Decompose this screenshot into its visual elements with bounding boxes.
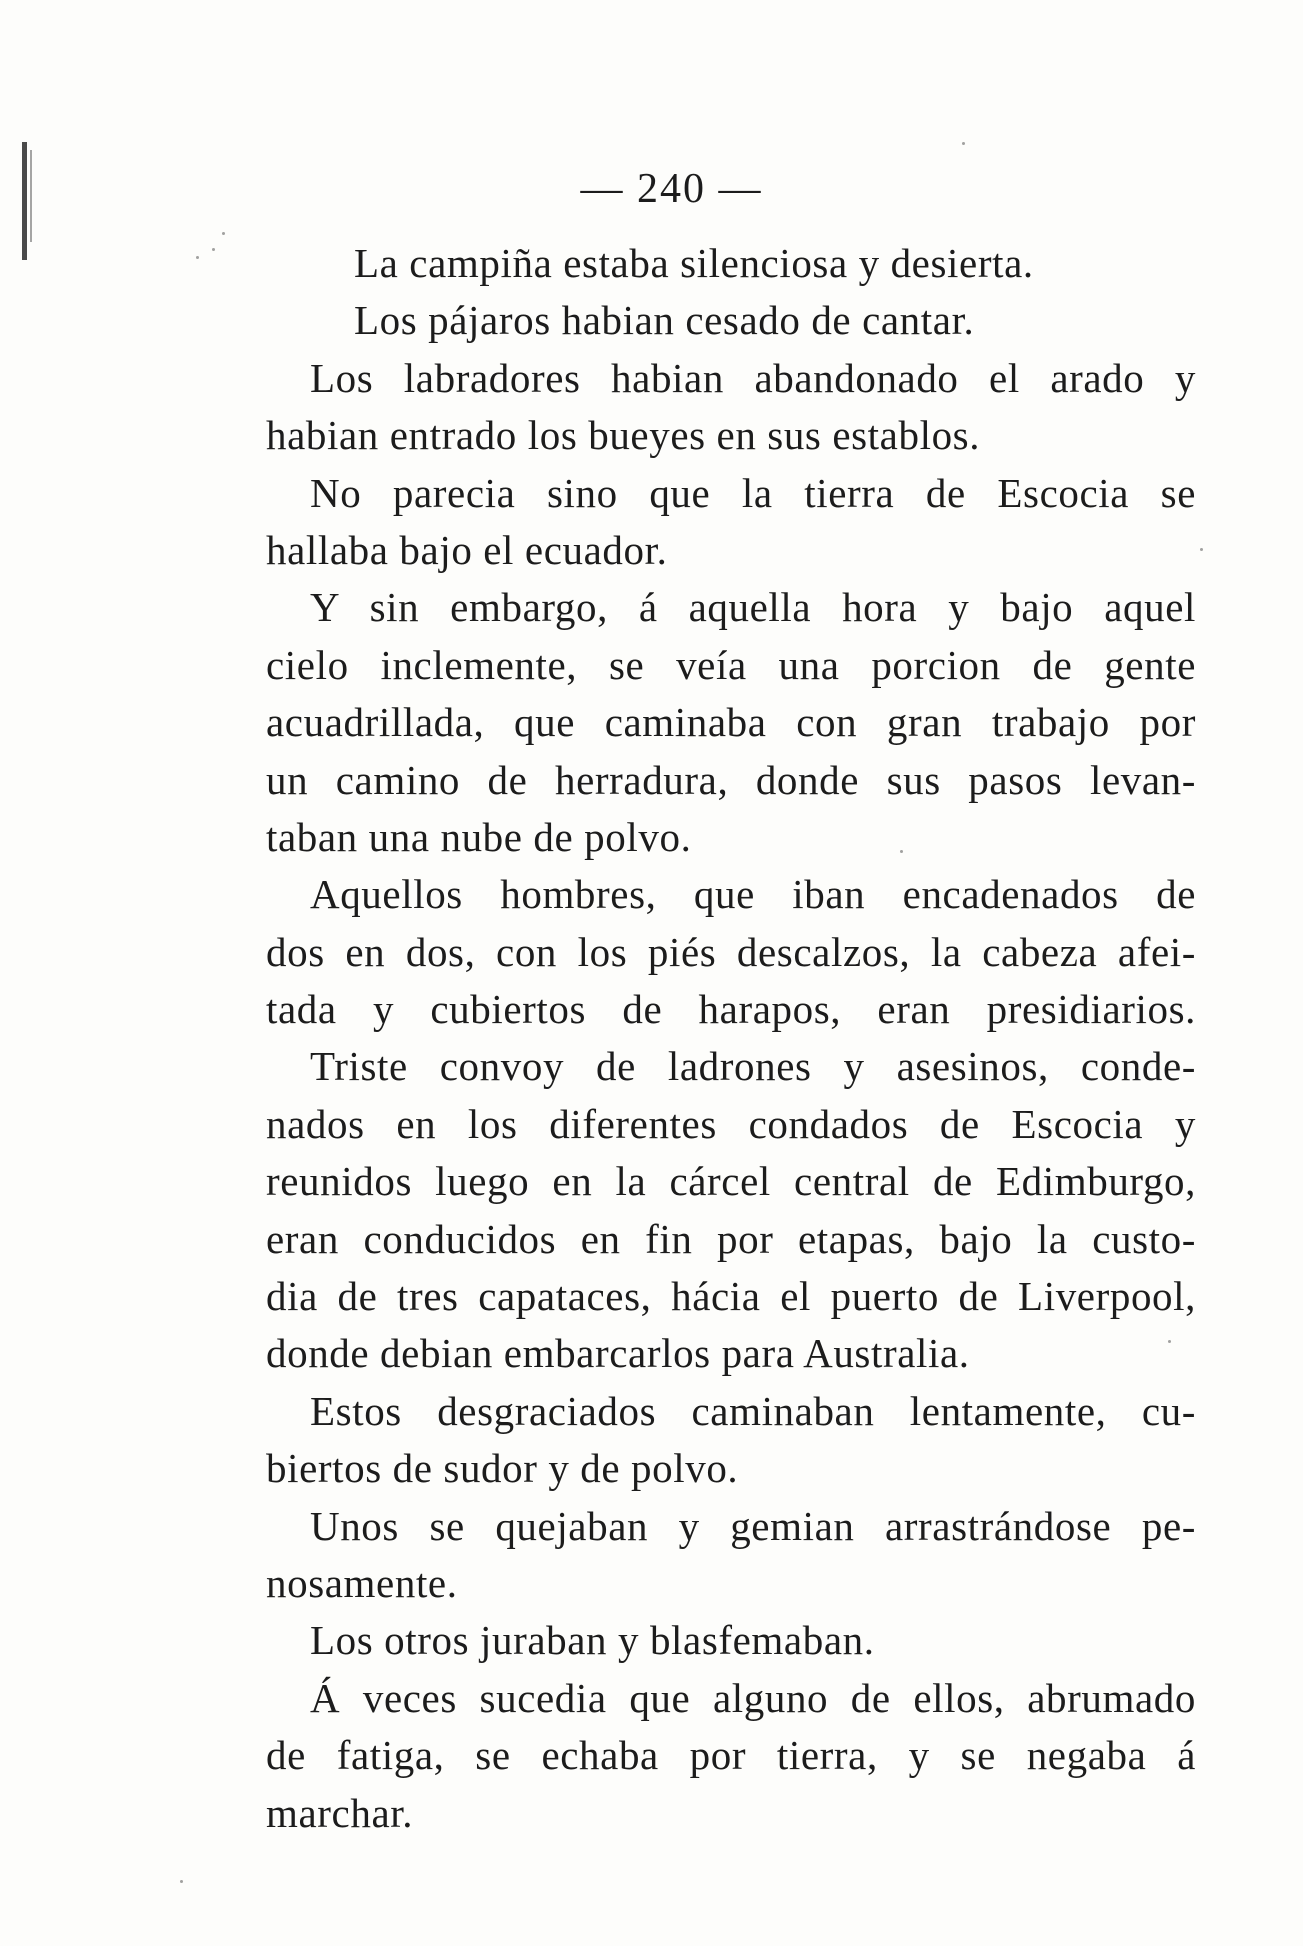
text-line: habian entrado los bueyes en sus establos.: [266, 412, 981, 459]
text-line: marchar.: [266, 1789, 414, 1836]
text-line: Aquellos hombres, que iban encadenados de: [310, 871, 1196, 918]
ink-speck: [180, 1880, 183, 1883]
ink-speck: [1200, 548, 1203, 551]
text-line: biertos de sudor y de polvo.: [266, 1445, 739, 1492]
text-line: Triste convoy de ladrones y asesinos, conde-: [310, 1043, 1196, 1090]
text-line: Á veces sucedia que alguno de ellos, abrumado: [310, 1674, 1196, 1721]
ink-speck: [196, 256, 199, 259]
text-line: cielo inclemente, se veía una porcion de gente: [266, 641, 1196, 688]
text-line: eran conducidos en fin por etapas, bajo la custo-: [266, 1215, 1196, 1262]
text-line: de fatiga, se echaba por tierra, y se negaba á: [266, 1732, 1196, 1779]
text-line: Y sin embargo, á aquella hora y bajo aquel: [310, 584, 1196, 631]
text-line: dia de tres capataces, hácia el puerto de Liverpool,: [266, 1273, 1196, 1320]
text-line: taban una nube de polvo.: [266, 813, 692, 860]
text-line: Los otros juraban y blasfemaban.: [310, 1617, 875, 1664]
text-line: dos en dos, con los piés descalzos, la cabeza afei-: [266, 928, 1196, 975]
text-line: un camino de herradura, donde sus pasos levan-: [266, 756, 1196, 803]
text-line: nados en los diferentes condados de Escocia y: [266, 1100, 1196, 1147]
text-line: hallaba bajo el ecuador.: [266, 526, 668, 573]
text-line: Estos desgraciados caminaban lentamente, cu-: [310, 1387, 1196, 1434]
text-line: La campiña estaba silenciosa y desierta.: [354, 240, 1034, 286]
page-number: — 240 —: [580, 166, 763, 212]
ink-speck: [212, 248, 215, 251]
ink-speck: [962, 142, 965, 145]
text-line: tada y cubiertos de harapos, eran presidiarios.: [266, 986, 1196, 1033]
text-line: acuadrillada, que caminaba con gran trabajo por: [266, 699, 1196, 746]
text-line: nosamente.: [266, 1559, 458, 1606]
text-line: donde debian embarcarlos para Australia.: [266, 1330, 970, 1377]
text-line: reunidos luego en la cárcel central de Edimburgo,: [266, 1158, 1196, 1205]
text-line: No parecia sino que la tierra de Escocia se: [310, 469, 1196, 516]
body-text: [266, 235, 1196, 1842]
ink-speck: [222, 232, 225, 235]
text-line: Unos se quejaban y gemian arrastrándose pe-: [310, 1502, 1196, 1549]
text-line: Los pájaros habian cesado de cantar.: [354, 297, 975, 344]
text-line: Los labradores habian abandonado el arado y: [310, 354, 1196, 401]
